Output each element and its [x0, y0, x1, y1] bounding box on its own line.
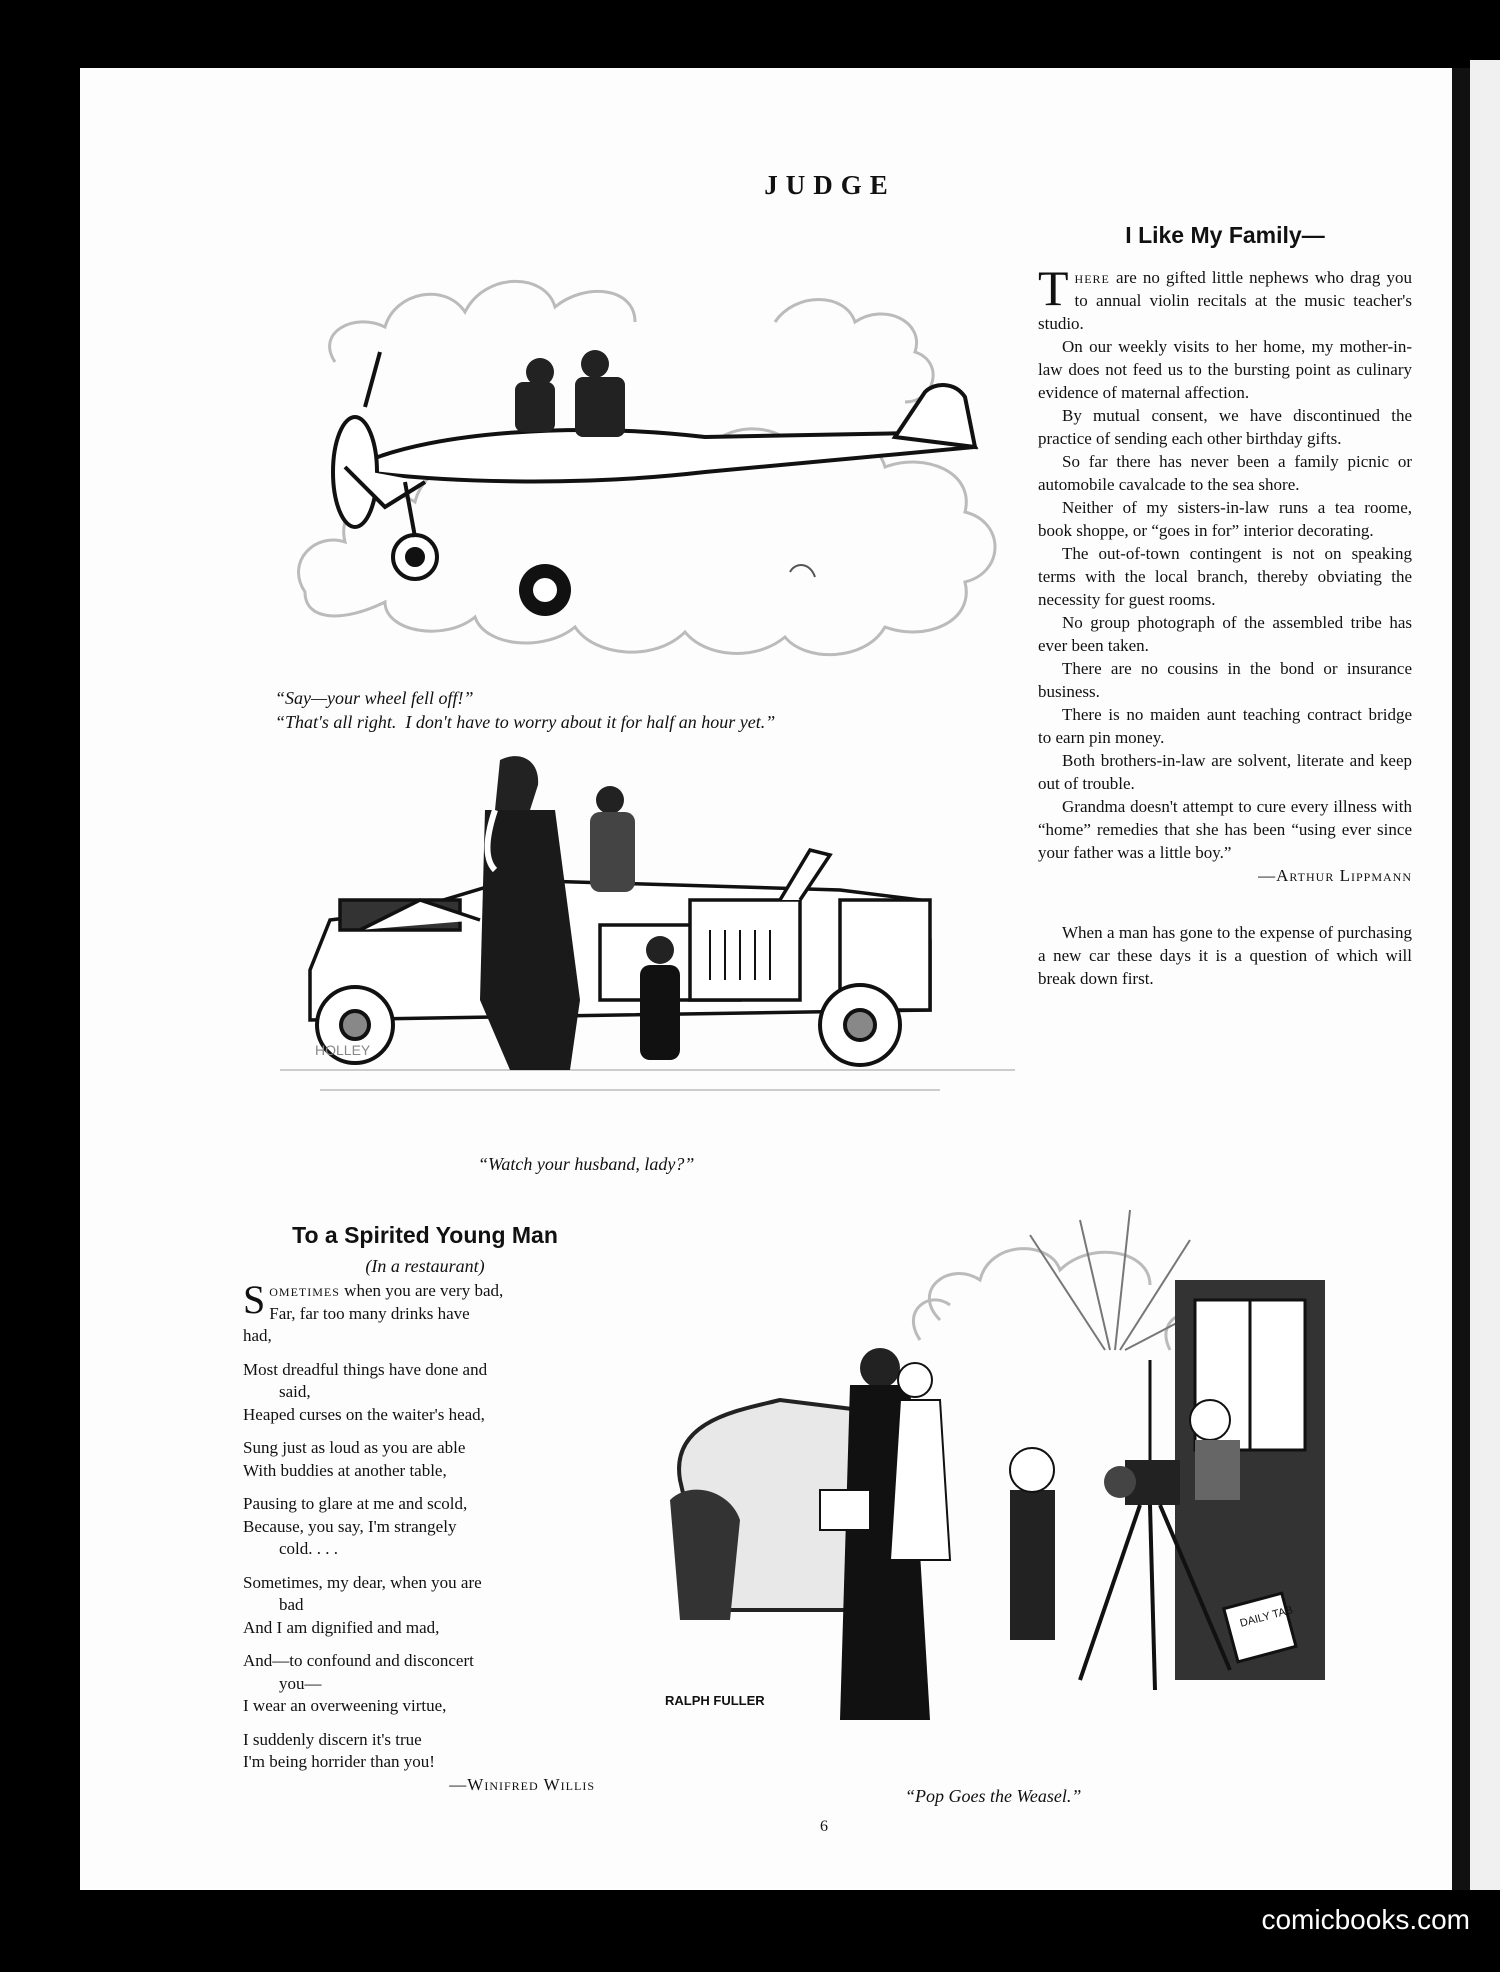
poem-stanza: [243, 1359, 615, 1427]
poem-stanza: [243, 1437, 615, 1482]
photographer-caption: “Pop Goes the Weasel.”: [905, 1786, 1082, 1806]
poem-title: To a Spirited Young Man: [292, 1222, 558, 1248]
poem-line: And I am dignified and mad,: [243, 1617, 440, 1637]
poem-line: Heaped curses on the waiter's head,: [243, 1404, 485, 1424]
poem-stanza: [243, 1277, 615, 1348]
poem-line: I suddenly discern it's true: [243, 1729, 422, 1749]
artist-signature: RALPH FULLER: [665, 1693, 765, 1708]
article-paragraph: Both brothers-in-law are solvent, literate and keep out of trouble.: [1038, 751, 1412, 793]
airplane-caption-line-2: “That's all right. I don't have to worry about it for half an hour yet.”: [275, 712, 776, 732]
article-paragraph: Grandma doesn't attempt to cure every illness with “home” remedies that she has been “using ever since your father was a little boy.”: [1038, 797, 1412, 862]
car-cartoon: [280, 750, 1015, 1145]
article-byline: —Arthur Lippmann: [1258, 866, 1412, 885]
airplane-cartoon: [275, 232, 1015, 682]
poem-subtitle: (In a restaurant): [365, 1256, 485, 1276]
poem-line: With buddies at another table,: [243, 1460, 447, 1480]
article-first-paragraph-text: are no gifted little nephews who drag you to annual violin recitals at the music teacher's studio.: [1038, 268, 1412, 333]
svg-text:HOLLEY: HOLLEY: [315, 1042, 371, 1058]
article-paragraph: On our weekly visits to her home, my mother-in-law does not feed us to the bursting point as culinary evidence of maternal affection.: [1038, 337, 1412, 402]
filler-paragraph: When a man has gone to the expense of purchasing a new car these days it is a question of which will break down first.: [1038, 923, 1412, 988]
page-number: 6: [820, 1818, 828, 1835]
airplane-caption-line-1: “Say—your wheel fell off!”: [275, 688, 474, 708]
article-paragraph: No group photograph of the assembled tribe has ever been taken.: [1038, 613, 1412, 655]
running-head: JUDGE: [764, 170, 896, 200]
daily-tab-box-label: DAILY TAB: [1238, 1604, 1295, 1630]
poem-line: Because, you say, I'm strangely: [243, 1516, 457, 1536]
article-paragraph: By mutual consent, we have discontinued the practice of sending each other birthday gifts.: [1038, 406, 1412, 448]
facing-page-edge: [1470, 60, 1500, 1890]
poem-line: cold. . . .: [279, 1539, 339, 1558]
article-body: [1038, 260, 1412, 990]
photographer-cartoon: [650, 1200, 1395, 1760]
binding-gutter: [1452, 68, 1470, 1890]
poem-byline: —Winifred Willis: [449, 1774, 595, 1794]
site-watermark: comicbooks.com: [1261, 1904, 1470, 1935]
poem-stanza: [243, 1572, 615, 1640]
poem-dropcap: S: [243, 1277, 266, 1322]
poem-line: I'm being horrider than you!: [243, 1752, 435, 1771]
poem-line: And—to confound and disconcert: [243, 1651, 474, 1670]
poem-line: Far, far too many drinks have: [269, 1303, 470, 1323]
poem-line: I wear an overweening virtue,: [243, 1696, 447, 1715]
article-dropcap: T: [1038, 260, 1069, 316]
poem-line: Sung just as loud as you are able: [243, 1438, 466, 1457]
poem-line-text: when you are very bad,: [339, 1281, 504, 1300]
poem-stanza: [243, 1650, 615, 1718]
article-first-paragraph: [1038, 260, 1412, 335]
article-lead-in: here: [1074, 268, 1110, 287]
poem-line: said,: [279, 1382, 311, 1401]
poem-line: had,: [243, 1326, 272, 1345]
article-paragraph: There is no maiden aunt teaching contract bridge to earn pin money.: [1038, 705, 1412, 747]
poem-line: Sometimes, my dear, when you are: [243, 1572, 482, 1592]
poem-line: Most dreadful things have done and: [243, 1359, 488, 1379]
poem-stanza: [243, 1729, 615, 1774]
poem-line: you—: [279, 1673, 322, 1693]
article-paragraph: The out-of-town contingent is not on speaking terms with the local branch, thereby obviating the necessity for guest rooms.: [1038, 544, 1412, 609]
article-paragraph: Neither of my sisters-in-law runs a tea roome, book shoppe, or “goes in for” interior decorating.: [1038, 498, 1412, 540]
poem-stanza: [243, 1493, 615, 1561]
poem-line: bad: [279, 1595, 304, 1614]
poem-lead-in: ometimes: [269, 1281, 340, 1300]
article-paragraph: So far there has never been a family picnic or automobile cavalcade to the sea shore.: [1038, 452, 1412, 494]
article-title: I Like My Family—: [1125, 222, 1325, 248]
poem-line: Pausing to glare at me and scold,: [243, 1494, 468, 1513]
poem-body: [243, 1277, 615, 1796]
car-caption: “Watch your husband, lady?”: [478, 1154, 695, 1174]
article-paragraph: There are no cousins in the bond or insurance business.: [1038, 659, 1412, 701]
